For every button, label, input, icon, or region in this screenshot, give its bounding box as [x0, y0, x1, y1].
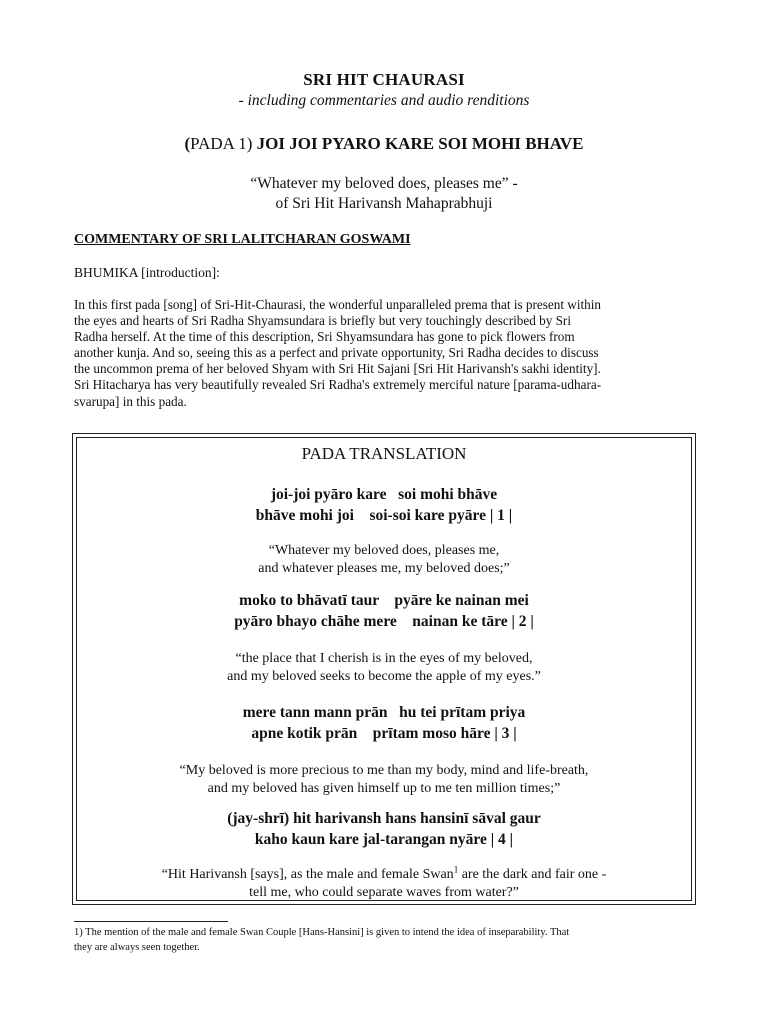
verse-2-translation-2: and my beloved seeks to become the apple of my eyes.”: [227, 669, 541, 684]
intro-line: the eyes and hearts of Sri Radha Shyamsundara is briefly but very touchingly described by Sri: [74, 313, 571, 329]
verse-3-translation-1: “My beloved is more precious to me than my body, mind and life-breath,: [179, 763, 589, 778]
verse-1-translation-2: and whatever pleases me, my beloved does;”: [258, 561, 510, 576]
intro-line: the uncommon prema of her beloved Shyam with Sri Hit Sajani [Sri Hit Harivansh's sakhi identity].: [74, 361, 601, 377]
intro-line: Radha herself. At the time of this description, Sri Shyamsundara has gone to pick flowers from: [74, 329, 575, 345]
pada-quote-line1: “Whatever my beloved does, pleases me” -: [250, 175, 518, 192]
intro-line: Sri Hitacharya has very beautifully revealed Sri Radha's extremely merciful nature [parama-udhara-: [74, 377, 602, 393]
document-title: SRI HIT CHAURASI: [303, 70, 465, 89]
verse-4-translation-2: tell me, who could separate waves from water?”: [249, 885, 519, 900]
verse-2-line-1: moko to bhāvatī taur pyāre ke nainan mei: [239, 592, 529, 609]
pada-close-paren: ): [246, 134, 253, 153]
document-subtitle: - including commentaries and audio renditions: [238, 92, 530, 109]
commentary-heading: COMMENTARY OF SRI LALITCHARAN GOSWAMI: [74, 232, 411, 247]
verse-4-line-1: (jay-shrī) hit harivansh hans hansinī sāval gaur: [227, 810, 541, 827]
footnote-line-1: 1) The mention of the male and female Swan Couple [Hans-Hansini] is given to intend the idea of inseparability. That: [74, 927, 570, 938]
footnote-marker: 1: [453, 864, 459, 875]
translation-box-title: PADA TRANSLATION: [301, 444, 467, 463]
footnote: [74, 925, 696, 955]
verse-1-line-1: joi-joi pyāro kare soi mohi bhāve: [270, 486, 498, 503]
pada-heading: [0, 134, 768, 154]
verse-4-translation-1: [0, 866, 768, 884]
verse-2-line-2: pyāro bhayo chāhe mere nainan ke tāre | 2 |: [234, 613, 534, 630]
intro-line: In this first pada [song] of Sri-Hit-Chaurasi, the wonderful unparalleled prema that is present within: [74, 297, 601, 312]
intro-line: svarupa] in this pada.: [74, 393, 187, 409]
verse-3-line-1: mere tann mann prān hu tei prītam priya: [242, 704, 526, 721]
pada-quote: [0, 174, 768, 214]
intro-line: another kunja. And so, seeing this as a perfect and private opportunity, Sri Radha decides to discuss: [74, 345, 599, 361]
pada-title: JOI JOI PYARO KARE SOI MOHI BHAVE: [256, 134, 584, 153]
verse-1-line-2: bhāve mohi joi soi-soi kare pyāre | 1 |: [255, 507, 513, 524]
pada-quote-line2: of Sri Hit Harivansh Mahaprabhuji: [275, 195, 493, 212]
verse-4-translation-1b: are the dark and fair one -: [458, 867, 607, 882]
bhumika-label: BHUMIKA [introduction]:: [74, 265, 220, 280]
footnote-divider: [74, 921, 228, 922]
verse-3-line-2: apne kotik prān prītam moso hāre | 3 |: [251, 725, 517, 742]
footnote-line-2: they are always seen together.: [74, 942, 200, 953]
verse-4-translation-1a: “Hit Harivansh [says], as the male and female Swan: [161, 867, 454, 882]
pada-label: PADA 1: [190, 134, 247, 153]
intro-paragraph: [74, 297, 696, 410]
pada-open-paren: (: [184, 134, 191, 153]
verse-3-translation-2: and my beloved has given himself up to me ten million times;”: [207, 781, 561, 796]
verse-1-translation-1: “Whatever my beloved does, pleases me,: [268, 543, 500, 558]
verse-4-line-2: kaho kaun kare jal-tarangan nyāre | 4 |: [254, 831, 514, 848]
verse-2-translation-1: “the place that I cherish is in the eyes of my beloved,: [235, 651, 533, 666]
